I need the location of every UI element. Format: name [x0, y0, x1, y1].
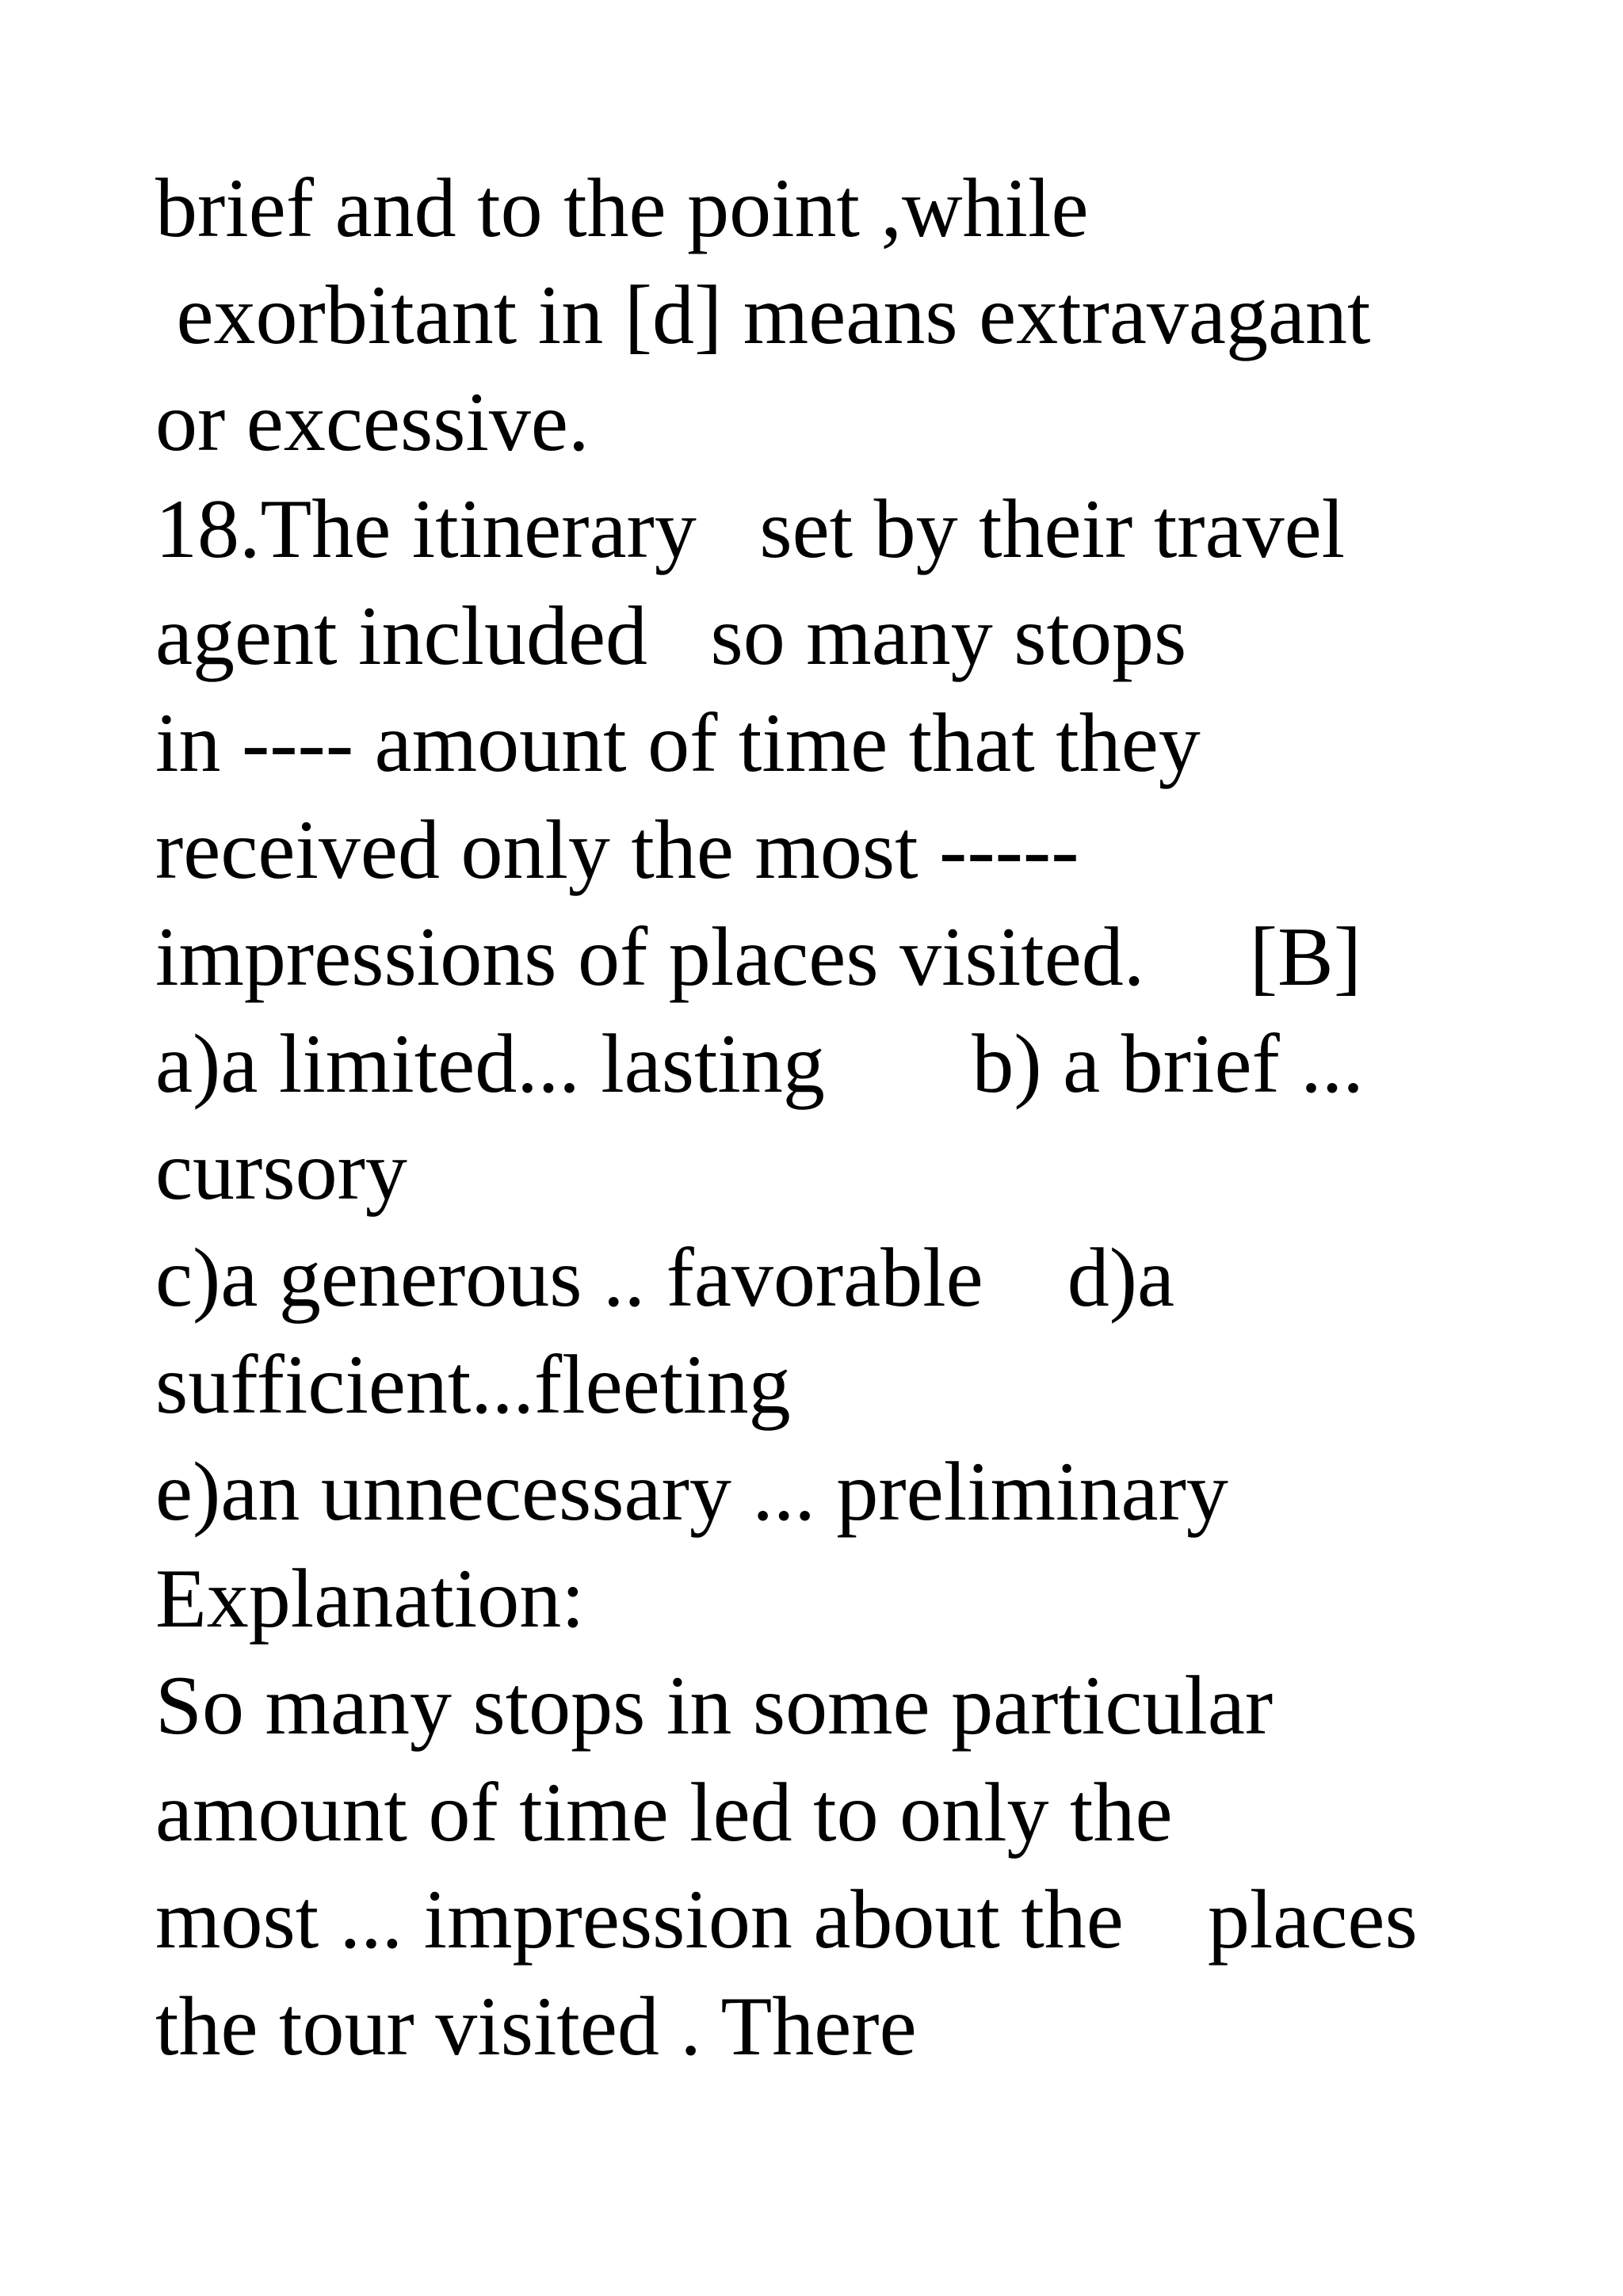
text-line: exorbitant in [d] means extravagant	[155, 269, 1371, 361]
question-stem-line: received only the most -----	[155, 803, 1079, 896]
answer-option-line: a)a limited... lasting b) a brief ...	[155, 1017, 1364, 1110]
explanation-line: amount of time led to only the	[155, 1766, 1173, 1859]
question-stem-line: agent included so many stops	[155, 589, 1187, 682]
answer-option-line: cursory	[155, 1124, 407, 1217]
answer-option-line: c)a generous .. favorable d)a	[155, 1231, 1175, 1324]
explanation-line: most ... impression about the places	[155, 1873, 1418, 1966]
explanation-line: So many stops in some particular	[155, 1659, 1274, 1752]
text-line: or excessive.	[155, 376, 590, 468]
question-stem-line: impressions of places visited. [B]	[155, 910, 1362, 1003]
explanation-line: the tour visited . There	[155, 1980, 917, 2073]
answer-option-line: e)an unnecessary ... preliminary	[155, 1445, 1228, 1538]
text-line: brief and to the point ,while	[155, 162, 1089, 254]
question-stem-line: 18.The itinerary set by their travel	[155, 482, 1346, 575]
answer-option-line: sufficient...fleeting	[155, 1338, 791, 1431]
question-stem-line: in ---- amount of time that they	[155, 696, 1201, 789]
explanation-heading: Explanation:	[155, 1552, 585, 1645]
